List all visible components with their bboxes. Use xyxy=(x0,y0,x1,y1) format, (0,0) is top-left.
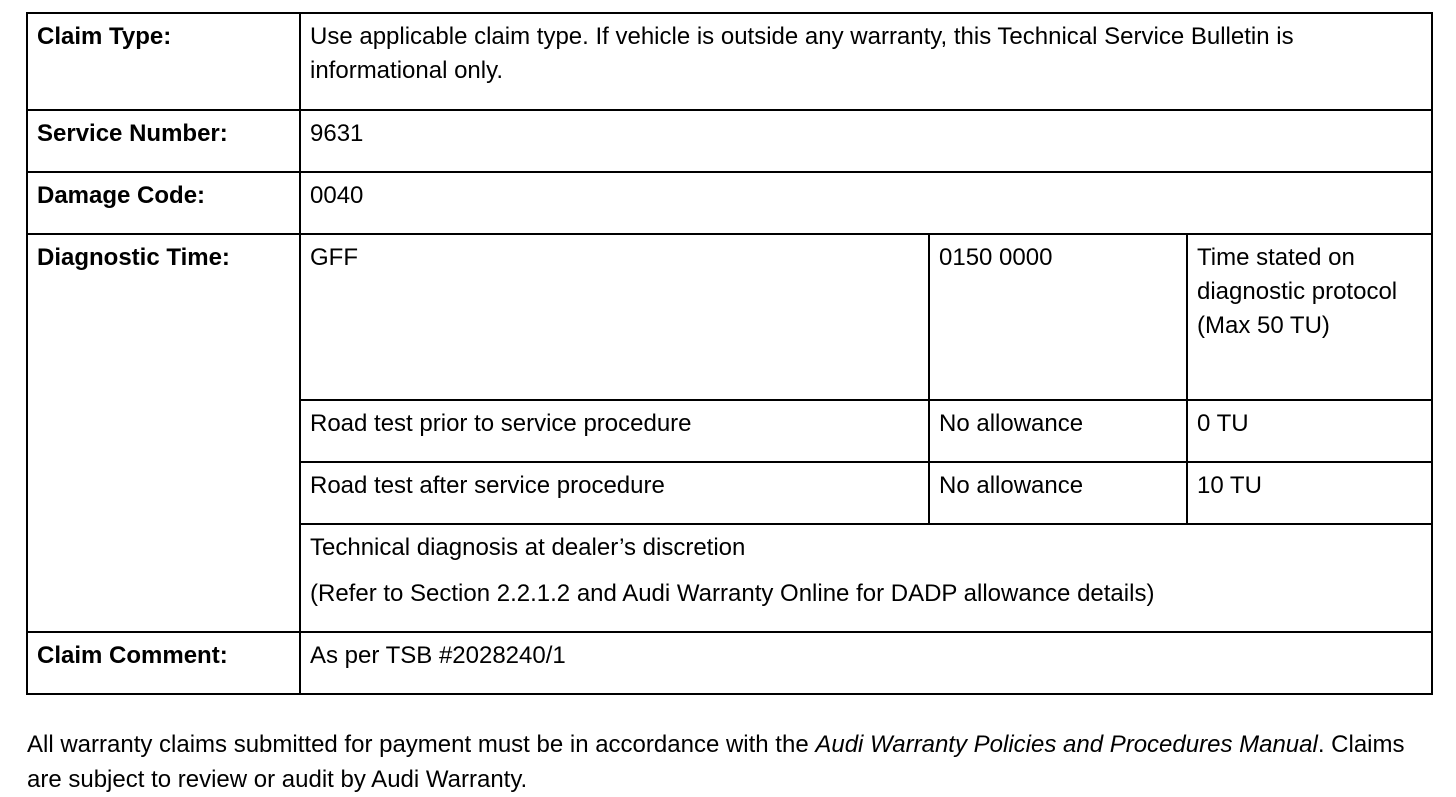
claim-comment-value: As per TSB #2028240/1 xyxy=(300,632,1432,694)
diagnostic-time-label: Diagnostic Time: xyxy=(27,234,300,632)
claim-comment-row xyxy=(27,632,1432,694)
technical-diagnosis-text: Technical diagnosis at dealer’s discretion xyxy=(310,534,746,561)
claim-comment-label: Claim Comment: xyxy=(27,632,300,694)
diagnostic-time-value: Time stated on diagnostic protocol (Max 50 TU) xyxy=(1187,234,1432,400)
service-number-value: 9631 xyxy=(300,110,1432,172)
service-number-label: Service Number: xyxy=(27,110,300,172)
footnote-text-end: . Claims are subject to review or audit by Audi Warranty. xyxy=(27,731,1405,793)
claim-type-row xyxy=(27,13,1432,110)
road-test-after-time: 10 TU xyxy=(1187,462,1432,524)
claim-type-value: Use applicable claim type. If vehicle is outside any warranty, this Technical Service Bulletin is informational only. xyxy=(300,13,1432,110)
damage-code-value: 0040 xyxy=(300,172,1432,234)
warranty-footnote xyxy=(27,727,1437,797)
road-test-prior-time: 0 TU xyxy=(1187,400,1432,462)
footnote-manual-title: Audi Warranty Policies and Procedures Manual xyxy=(815,731,1318,758)
damage-code-row xyxy=(27,172,1432,234)
road-test-prior-code: No allowance xyxy=(929,400,1187,462)
damage-code-label: Damage Code: xyxy=(27,172,300,234)
road-test-after-code: No allowance xyxy=(929,462,1187,524)
road-test-prior-description: Road test prior to service procedure xyxy=(300,400,929,462)
technical-diagnosis-reference: (Refer to Section 2.2.1.2 and Audi Warranty Online for DADP allowance details) xyxy=(310,580,1155,607)
road-test-after-description: Road test after service procedure xyxy=(300,462,929,524)
warranty-claim-table xyxy=(26,12,1433,695)
technical-diagnosis-cell xyxy=(300,524,1432,632)
diagnostic-code: 0150 0000 xyxy=(929,234,1187,400)
diagnostic-time-row xyxy=(27,234,1432,400)
diagnostic-description: GFF xyxy=(300,234,929,400)
service-number-row xyxy=(27,110,1432,172)
footnote-text-start: All warranty claims submitted for payment must be in accordance with the xyxy=(27,731,816,758)
claim-type-label: Claim Type: xyxy=(27,13,300,110)
